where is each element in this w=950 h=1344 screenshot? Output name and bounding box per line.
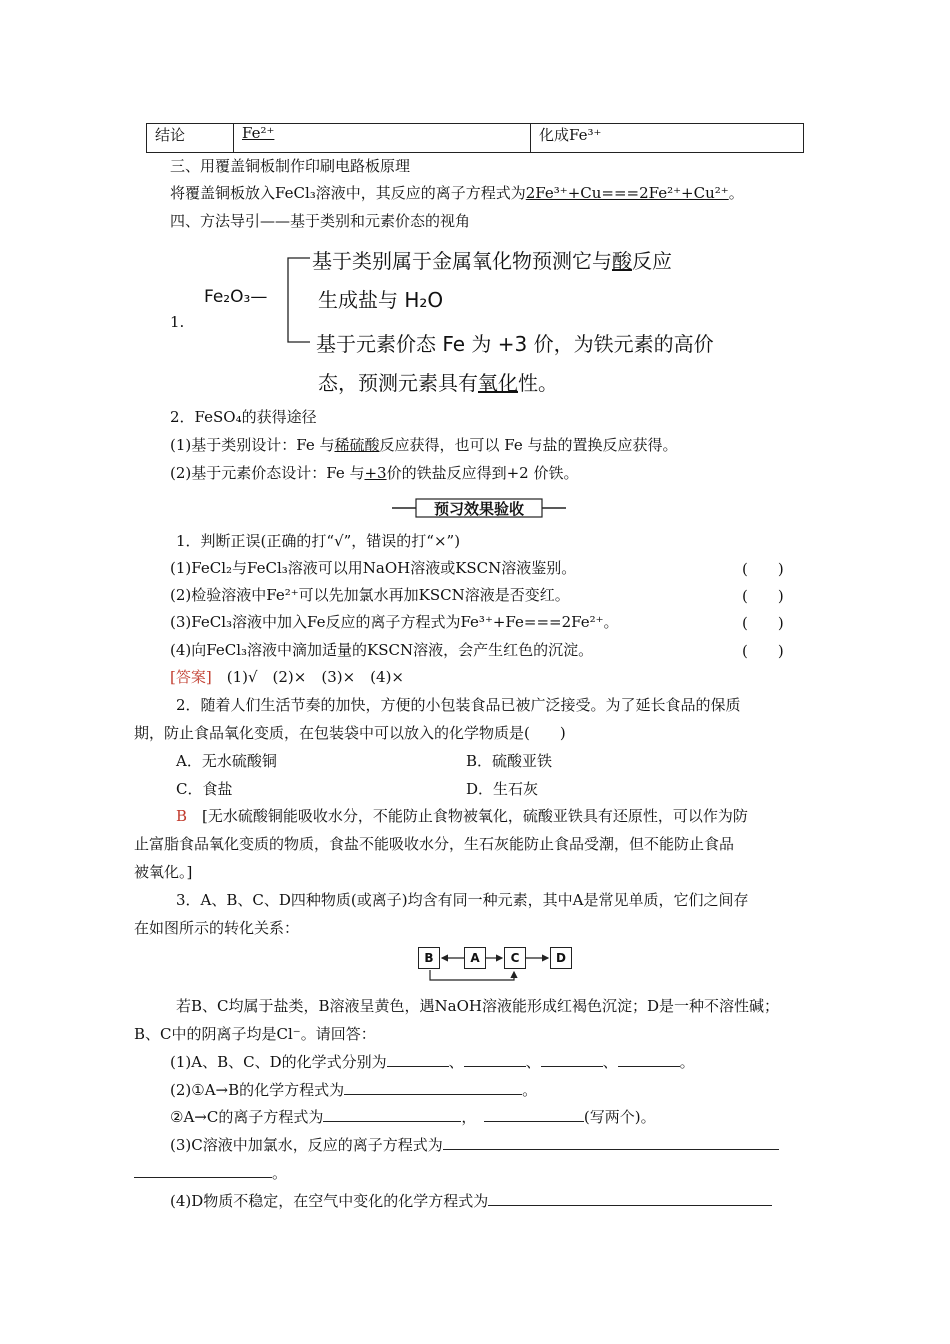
blank-b[interactable] bbox=[464, 1052, 526, 1067]
q2-explanation-2: 止富脂食品氧化变质的物质，食盐不能吸收水分，生石灰能防止食品受潮，但不能防止食品 bbox=[134, 835, 735, 853]
box-c: C bbox=[504, 947, 526, 969]
table-cell-fe3: 化成Fe³⁺ bbox=[531, 124, 804, 153]
item2-1: (1)基于类别设计：Fe 与稀硫酸反应获得，也可以 Fe 与盐的置换反应获得。 bbox=[170, 436, 678, 454]
blank-a[interactable] bbox=[387, 1052, 449, 1067]
q2-stem-2: 期，防止食品氧化变质，在包装袋中可以放入的化学物质是( ) bbox=[134, 724, 566, 742]
branch1-line1: 基于类别属于金属氧化物预测它与酸反应 bbox=[312, 249, 672, 273]
blank-c-chlorine-cont[interactable] bbox=[134, 1163, 272, 1178]
table-cell-fe2: Fe²⁺ bbox=[234, 124, 531, 153]
box-a: A bbox=[464, 947, 486, 969]
fe2o3-formula: Fe₂O₃— bbox=[204, 287, 268, 307]
q2-option-b: B．硫酸亚铁 bbox=[466, 752, 553, 770]
q1-paren-3[interactable]: ( ) bbox=[742, 614, 784, 632]
item2-2: (2)基于元素价态设计：Fe 与+3价的铁盐反应得到+2 价铁。 bbox=[170, 464, 579, 482]
section-banner bbox=[392, 497, 566, 519]
q2-option-d: D．生石灰 bbox=[466, 780, 539, 798]
q1-item-1: (1)FeCl₂与FeCl₃溶液可以用NaOH溶液或KSCN溶液鉴别。 bbox=[170, 559, 577, 577]
q3-sub-2b: ②A→C的离子方程式为 ， (写两个)。 bbox=[170, 1108, 656, 1126]
section-4-title: 四、方法导引——基于类别和元素价态的视角 bbox=[170, 212, 471, 230]
blank-a-to-c-1[interactable] bbox=[323, 1107, 461, 1122]
q1-item-4: (4)向FeCl₃溶液中滴加适量的KSCN溶液，会产生红色的沉淀。 bbox=[170, 641, 594, 659]
q2-option-a: A．无水硫酸铜 bbox=[176, 752, 277, 770]
blank-c-chlorine[interactable] bbox=[443, 1135, 779, 1150]
blank-a-to-c-2[interactable] bbox=[484, 1107, 584, 1122]
blank-d[interactable] bbox=[618, 1052, 680, 1067]
q1-item-3: (3)FeCl₃溶液中加入Fe反应的离子方程式为Fe³⁺+Fe===2Fe²⁺。 bbox=[170, 613, 619, 631]
q1-paren-1[interactable]: ( ) bbox=[742, 560, 784, 578]
ionic-equation: 2Fe³⁺+Cu===2Fe²⁺+Cu²⁺ bbox=[525, 184, 729, 202]
conversion-diagram bbox=[416, 946, 576, 986]
q1-title: 1．判断正误(正确的打“√”，错误的打“×”) bbox=[176, 532, 461, 550]
q2-explanation-1: B [无水硫酸铜能吸收水分，不能防止食物被氧化，硫酸亚铁具有还原性，可以作为防 bbox=[176, 807, 748, 825]
table-cell-label: 结论 bbox=[147, 124, 234, 153]
q3-sub-2a: (2)①A→B的化学方程式为 。 bbox=[170, 1081, 538, 1099]
branch2-line2: 态，预测元素具有氧化性。 bbox=[318, 371, 558, 395]
section-3-text: 将覆盖铜板放入FeCl₃溶液中，其反应的离子方程式为2Fe³⁺+Cu===2Fe²⁺+Cu²⁺。 bbox=[170, 184, 744, 202]
q2-option-c: C．食盐 bbox=[176, 780, 233, 798]
q3-stem-2: 在如图所示的转化关系： bbox=[134, 919, 300, 937]
q3-sub-4: (4)D物质不稳定，在空气中变化的化学方程式为 bbox=[170, 1191, 772, 1211]
q3-stem-1: 3．A、B、C、D四种物质(或离子)均含有同一种元素，其中A是常见单质，它们之间存 bbox=[176, 891, 749, 909]
q2-explanation-3: 被氧化。] bbox=[134, 863, 193, 881]
blank-d-air[interactable] bbox=[488, 1191, 772, 1206]
branch-bracket bbox=[284, 250, 314, 350]
box-b: B bbox=[418, 947, 440, 969]
item1-number: 1. bbox=[170, 313, 185, 331]
answer-label: [答案] bbox=[170, 668, 212, 686]
q1-paren-2[interactable]: ( ) bbox=[742, 587, 784, 605]
q3-sub-1: (1)A、B、C、D的化学式分别为 、 、 、 。 bbox=[170, 1053, 695, 1071]
blank-a-to-b[interactable] bbox=[344, 1080, 522, 1095]
q3-condition-2: B、C中的阴离子均是Cl⁻。请回答： bbox=[134, 1025, 376, 1043]
q1-item-2: (2)检验溶液中Fe²⁺可以先加氯水再加KSCN溶液是否变红。 bbox=[170, 586, 570, 604]
branch2-line1: 基于元素价态 Fe 为 +3 价，为铁元素的高价 bbox=[316, 332, 714, 356]
section-3-title: 三、用覆盖铜板制作印刷电路板原理 bbox=[170, 157, 411, 175]
q2-answer-letter: B bbox=[176, 807, 188, 825]
q3-condition-1: 若B、C均属于盐类，B溶液呈黄色，遇NaOH溶液能形成红褐色沉淀；D是一种不溶性碱； bbox=[176, 997, 779, 1015]
item2-title: 2．FeSO₄的获得途径 bbox=[170, 408, 317, 426]
q2-stem-1: 2．随着人们生活节奏的加快，方便的小包装食品已被广泛接受。为了延长食品的保质 bbox=[176, 696, 741, 714]
branch1-line2: 生成盐与 H₂O bbox=[318, 288, 444, 312]
q3-sub-3: (3)C溶液中加氯水，反应的离子方程式为 bbox=[170, 1135, 779, 1155]
q3-sub-3-cont: 。 bbox=[134, 1163, 287, 1183]
conclusion-table bbox=[146, 123, 804, 153]
banner-text: 预习效果验收 bbox=[433, 500, 524, 518]
q1-answer: [答案] (1)√ (2)× (3)× (4)× bbox=[170, 668, 404, 686]
blank-c[interactable] bbox=[541, 1052, 603, 1067]
q1-paren-4[interactable]: ( ) bbox=[742, 642, 784, 660]
box-d: D bbox=[550, 947, 572, 969]
